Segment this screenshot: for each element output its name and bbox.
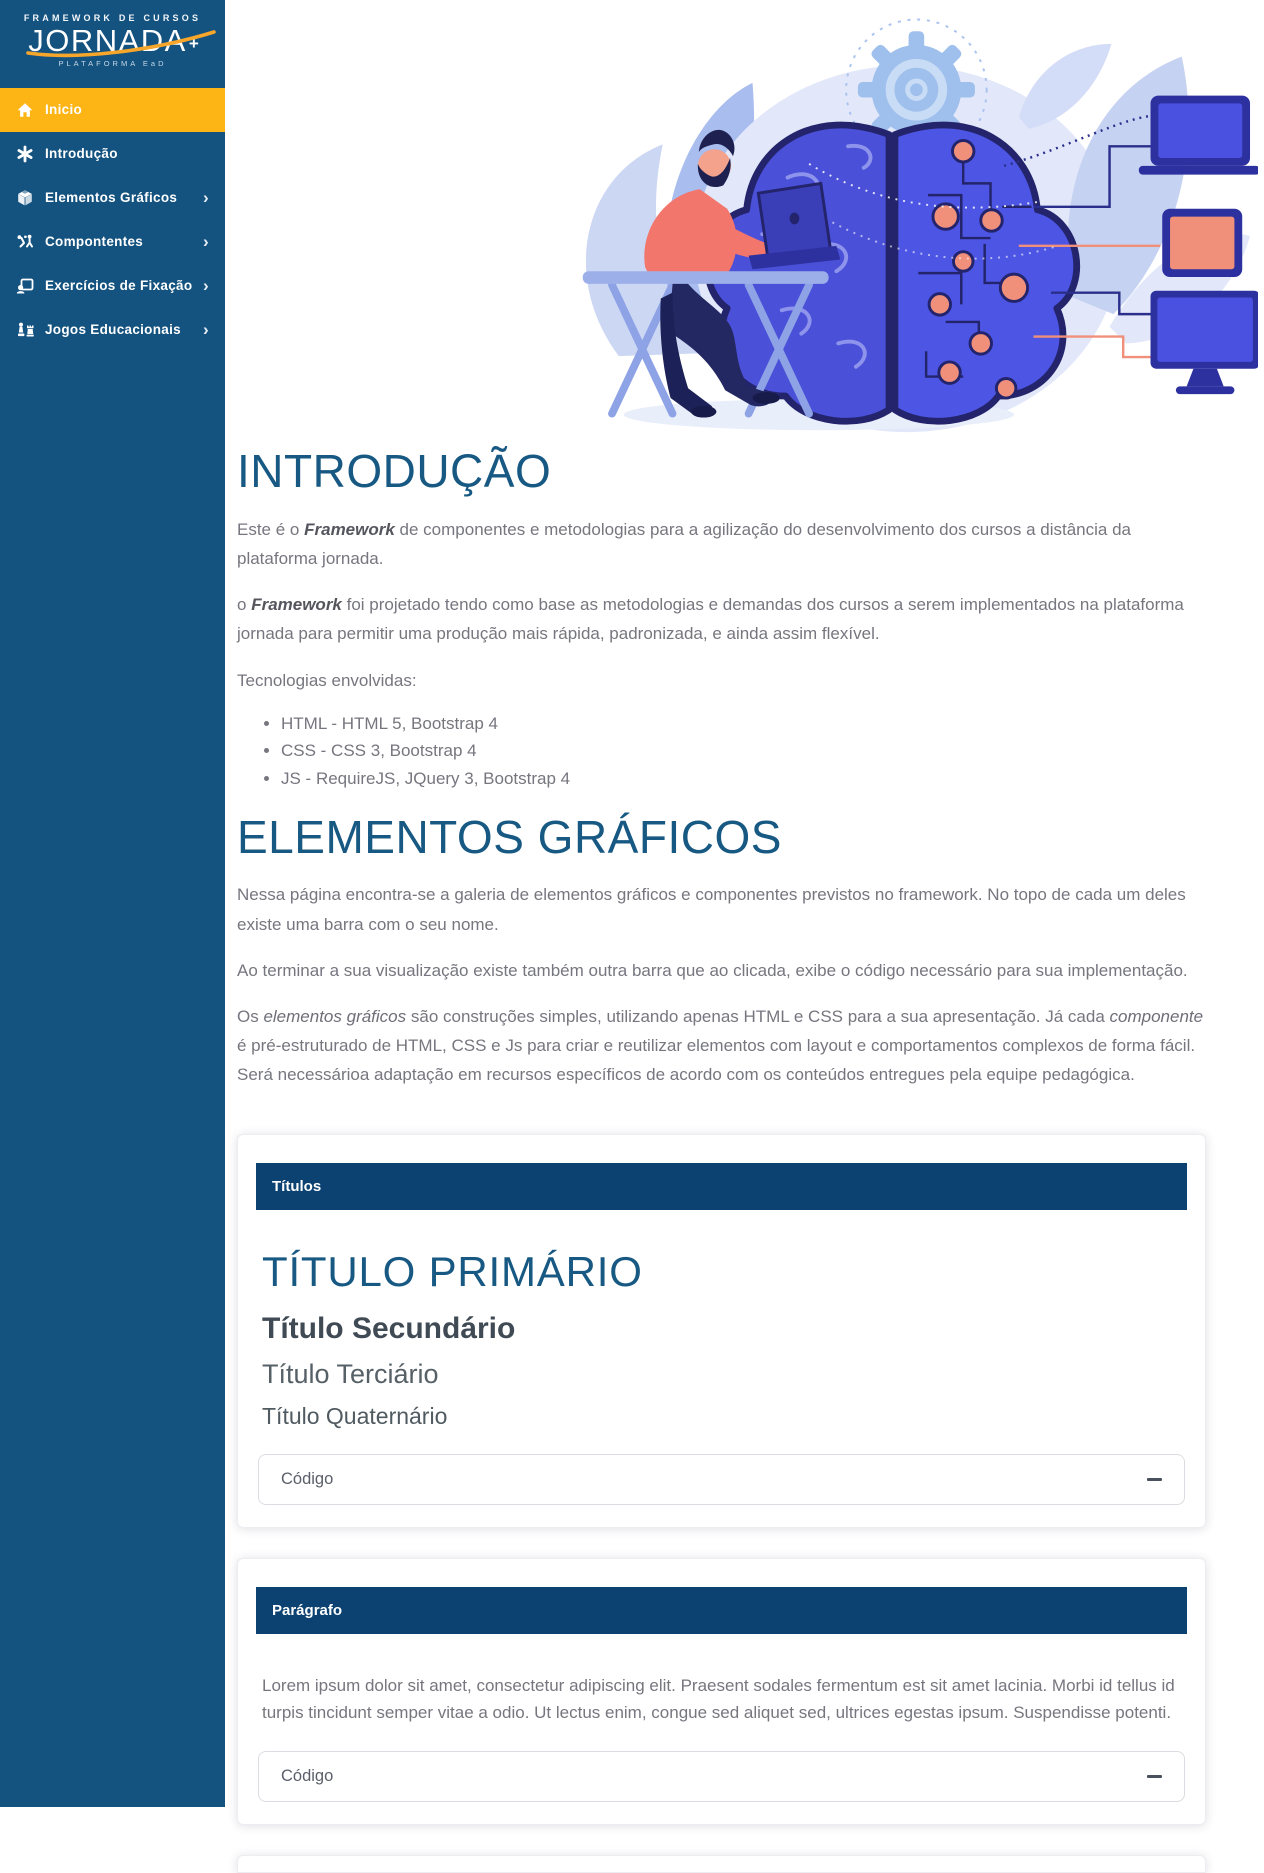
intro-paragraph-1: Este é o Framework de componentes e metodologias para a agilização do desenvolvimento dos cursos a distância da plataforma jornada.: [237, 519, 1131, 568]
sidebar-item-introducao[interactable]: [0, 132, 225, 176]
tech-list-item: • HTML - HTML 5, Bootstrap 4: [281, 712, 1206, 737]
exercises-icon: [15, 277, 35, 295]
card-next-partial: [237, 1855, 1206, 1873]
logo-top-text: FRAMEWORK DE CURSOS: [23, 13, 202, 23]
sidebar-item-jogos[interactable]: [0, 308, 225, 352]
chevron-right-icon: ›: [203, 188, 209, 208]
tech-list: [237, 712, 1206, 792]
logo[interactable]: [0, 0, 225, 78]
chevron-right-icon: ›: [203, 276, 209, 296]
page-content: [225, 446, 1264, 1873]
titulo-quaternario: Título Quaternário: [262, 1402, 448, 1429]
chevron-right-icon: ›: [203, 232, 209, 252]
sidebar: [0, 0, 225, 1807]
sidebar-item-label: Jogos Educacionais: [45, 322, 181, 338]
card-paragrafo-header: Parágrafo: [256, 1587, 1187, 1634]
asterisk-icon: [15, 145, 35, 163]
chevron-right-icon: ›: [203, 320, 209, 340]
sidebar-item-inicio[interactable]: [0, 88, 225, 132]
sidebar-item-label: Exercícios de Fixação: [45, 278, 193, 294]
hero-illustration: [225, 0, 1264, 436]
codigo-label: Código: [281, 1469, 334, 1488]
titulo-primario: TÍTULO PRIMÁRIO: [262, 1247, 643, 1295]
codigo-toggle[interactable]: [258, 1751, 1185, 1802]
sidebar-item-label: Introdução: [45, 146, 118, 162]
paragrafo-sample-text: Lorem ipsum dolor sit amet, consectetur adipiscing elit. Praesent sodales fermentum est sit amet lacinia. Morbi id tellus id turpis tincidunt semper vitae a odio. Ut lectus enim, congue sed aliquet sed, ultrices egestas ipsum. Suspendisse potenti.: [262, 1675, 1175, 1723]
games-icon: [15, 321, 35, 339]
intro-heading: INTRODUÇÃO: [237, 445, 552, 497]
sidebar-item-label: Inicio: [45, 102, 83, 118]
main-content: [225, 0, 1264, 1873]
card-titulos-header: Títulos: [256, 1163, 1187, 1210]
sidebar-item-exercicios[interactable]: [0, 264, 225, 308]
card-paragrafo: [237, 1558, 1206, 1825]
logo-brand-text: JORNADA: [28, 23, 187, 58]
codigo-label: Código: [281, 1766, 334, 1785]
sidebar-item-elementos-graficos[interactable]: [0, 176, 225, 220]
sidebar-item-label: Elementos Gráficos: [45, 190, 178, 206]
components-icon: [15, 233, 35, 251]
titulo-secundario: Título Secundário: [262, 1311, 516, 1345]
tech-list-item: • JS - RequireJS, JQuery 3, Bootstrap 4: [281, 767, 1206, 792]
titulo-terciario: Título Terciário: [262, 1358, 439, 1389]
home-icon: [15, 101, 35, 119]
intro-paragraph-2: o Framework foi projetado tendo como base as metodologias e demandas dos cursos a serem implementados na plataforma jornada para permitir uma produção mais rápida, padronizada, e ainda assim flexível.: [237, 595, 1184, 644]
codigo-toggle[interactable]: [258, 1454, 1185, 1505]
elements-heading: ELEMENTOS GRÁFICOS: [237, 810, 782, 863]
sidebar-nav: [0, 88, 225, 352]
cube-icon: [15, 189, 35, 207]
elements-paragraph-3: Os elementos gráficos são construções simples, utilizando apenas HTML e CSS para a sua apresentação. Já cada componente é pré-estruturado de HTML, CSS e Js para criar e reutilizar elementos com layout e comportamentos complexos de forma fácil. Será necessárioa adaptação em recursos específicos de acordo com os conteúdos entregues pela equipe pedagógica.: [237, 1006, 1204, 1085]
elements-paragraph-1: Nessa página encontra-se a galeria de elementos gráficos e componentes previstos no framework. No topo de cada um deles existe uma barra com o seu nome.: [237, 885, 1186, 934]
elements-paragraph-2: Ao terminar a sua visualização existe também outra barra que ao clicada, exibe o código necessário para sua implementação.: [237, 960, 1188, 980]
intro-paragraph-3: Tecnologias envolvidas:: [237, 670, 417, 690]
card-titulos: [237, 1134, 1206, 1528]
tech-list-item: • CSS - CSS 3, Bootstrap 4: [281, 739, 1206, 764]
collapse-minus-icon: [1147, 1775, 1162, 1778]
logo-plus: +: [188, 34, 199, 53]
collapse-minus-icon: [1147, 1478, 1162, 1481]
logo-subtitle-text: PLATAFORMA EaD: [58, 58, 167, 68]
sidebar-item-label: Compontentes: [45, 234, 144, 250]
sidebar-item-compontentes[interactable]: [0, 220, 225, 264]
